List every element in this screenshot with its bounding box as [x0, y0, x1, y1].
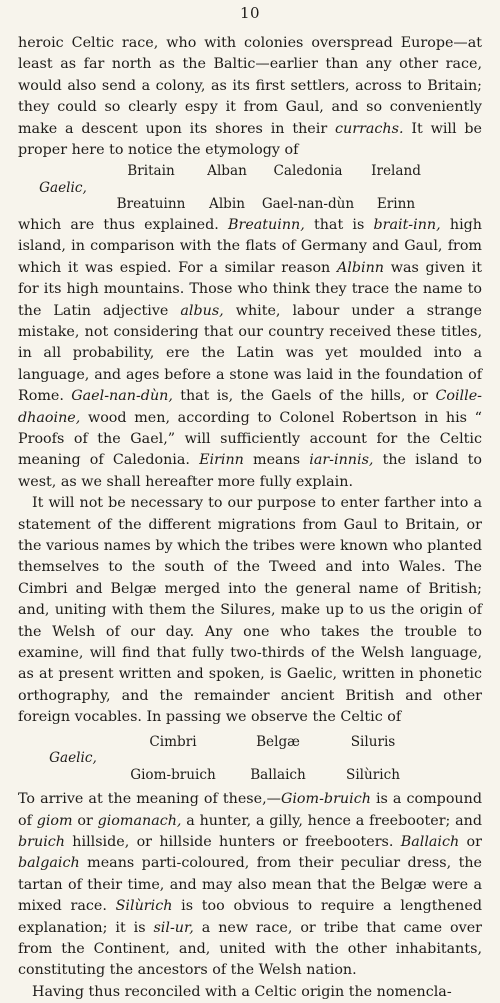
text: It will be proper here to notice the etymology of — [18, 120, 482, 159]
table-header: Siluris — [350, 733, 396, 750]
paragraph-1 — [18, 33, 482, 161]
table-header: Alban — [207, 163, 247, 180]
italic-term: Silùrich — [115, 898, 173, 915]
text: a new race, or tribe that came over from the Continent, and, united with the other inhabitants, constituting the ancestors of the Welsh nation. — [18, 919, 482, 979]
etymology-table-2 — [18, 734, 482, 784]
table-cell: Erinn — [376, 196, 416, 213]
paragraph-4 — [18, 789, 482, 982]
etymology-table-1 — [18, 163, 482, 213]
italic-term: albus, — [180, 302, 224, 319]
table-cell: Giom-bruich — [130, 766, 216, 783]
italic-term: Coille-dhaoine, — [18, 388, 482, 426]
italic-term: bruich — [18, 834, 65, 850]
page-number: 10 — [239, 4, 261, 22]
text: white, labour under a strange mistake, not considering that our country received these titles, in all probability, ere the Latin was yet moulded into a language, and ages before a stone was laid in the foundation of Rome. — [18, 302, 482, 405]
table-cell: Albin — [209, 196, 245, 213]
text: high island, in comparison with the flats of Germany and Gaul, from which it was espied. For a similar reason — [18, 216, 483, 276]
italic-term: Breatuinn, — [227, 216, 305, 233]
text: means parti-coloured, from their peculiar dress, the tartan of their time, and may also mean that the Belgæ were a mixed race. — [18, 855, 482, 915]
italic-term: iar-innis, — [309, 452, 374, 469]
paragraph-2 — [18, 215, 482, 493]
paragraph-3: It will not be necessary to our purpose to enter farther into a statement of the different migrations from Gaul to Britain, or the various names by which the tribes were known who planted themselves to the south of the Tweed and into Wales. The Cimbri and Belgæ merged into the general name of British; and, uniting with them the Silures, make up to us the origin of the Welsh of our day. Any one who takes the trouble to examine, will find that fully two-thirds of the Welsh language, as at present written and spoken, is Gaelic, written in phonetic orthography, and the remainder ancient British and other foreign vocables. In passing we observe the Celtic of — [18, 495, 482, 726]
italic-term: brait-inn, — [373, 216, 441, 233]
table-header: Britain — [127, 163, 175, 180]
italic-term: Ballaich — [400, 834, 460, 850]
table-header: Caledonia — [273, 163, 343, 180]
table-cell: Gael-nan-dùn — [261, 196, 355, 213]
text: that is — [304, 216, 374, 233]
text: that is, the Gaels of the hills, or — [172, 388, 436, 405]
italic-term: giomanach, — [97, 812, 182, 829]
table-cell: Ballaich — [250, 766, 306, 783]
text: is too obvious to require a lengthened explanation; it is — [18, 898, 482, 936]
italic-term: sil-ur, — [153, 919, 194, 936]
text: heroic Celtic race, who with colonies overspread Europe—at least as far north as the Baltic—earlier than any other race, would also send a colony, as its first settlers, across to Britain; they could so clearly espy it from Gaul, and so conveniently make a descent upon its shores in their — [18, 35, 482, 137]
italic-term: Gael-nan-dùn, — [71, 388, 173, 405]
page-body — [18, 33, 482, 1003]
text: hillside, or hillside hunters or freebooters. — [64, 834, 401, 850]
italic-term: Albinn — [336, 259, 385, 276]
text: To arrive at the meaning of these,— — [18, 791, 281, 808]
italic-term: Giom-bruich — [280, 791, 371, 808]
text: the island to west, as we shall hereafter more fully explain. — [18, 452, 482, 490]
paragraph-5: Having thus reconciled with a Celtic origin the nomencla- — [32, 983, 452, 1000]
table-header: Cimbri — [149, 733, 197, 750]
table-cell: Silùrich — [346, 766, 400, 783]
text: means — [243, 452, 310, 469]
table-header: Belgæ — [256, 733, 300, 750]
text: a hunter, a gilly, hence a freebooter; and — [181, 812, 483, 829]
text: is a compound of — [18, 791, 482, 829]
italic-term: currachs. — [335, 120, 404, 137]
text: or — [72, 812, 98, 829]
table-label: Gaelic, — [49, 750, 97, 767]
text: was given it for its high mountains. Those who think they trace the name to the Latin adjective — [18, 259, 482, 319]
table-header: Ireland — [371, 163, 421, 180]
table-label: Gaelic, — [39, 179, 87, 196]
table-cell: Breatuinn — [116, 196, 186, 213]
text: which are thus explained. — [18, 216, 228, 233]
text: wood men, according to Colonel Robertson in his “ Proofs of the Gael,” will sufficiently account for the Celtic meaning of Caledonia. — [18, 409, 482, 469]
italic-term: balgaich — [18, 855, 80, 872]
italic-term: Eirinn — [199, 452, 244, 469]
italic-term: giom — [36, 812, 73, 829]
text: or — [459, 834, 482, 850]
